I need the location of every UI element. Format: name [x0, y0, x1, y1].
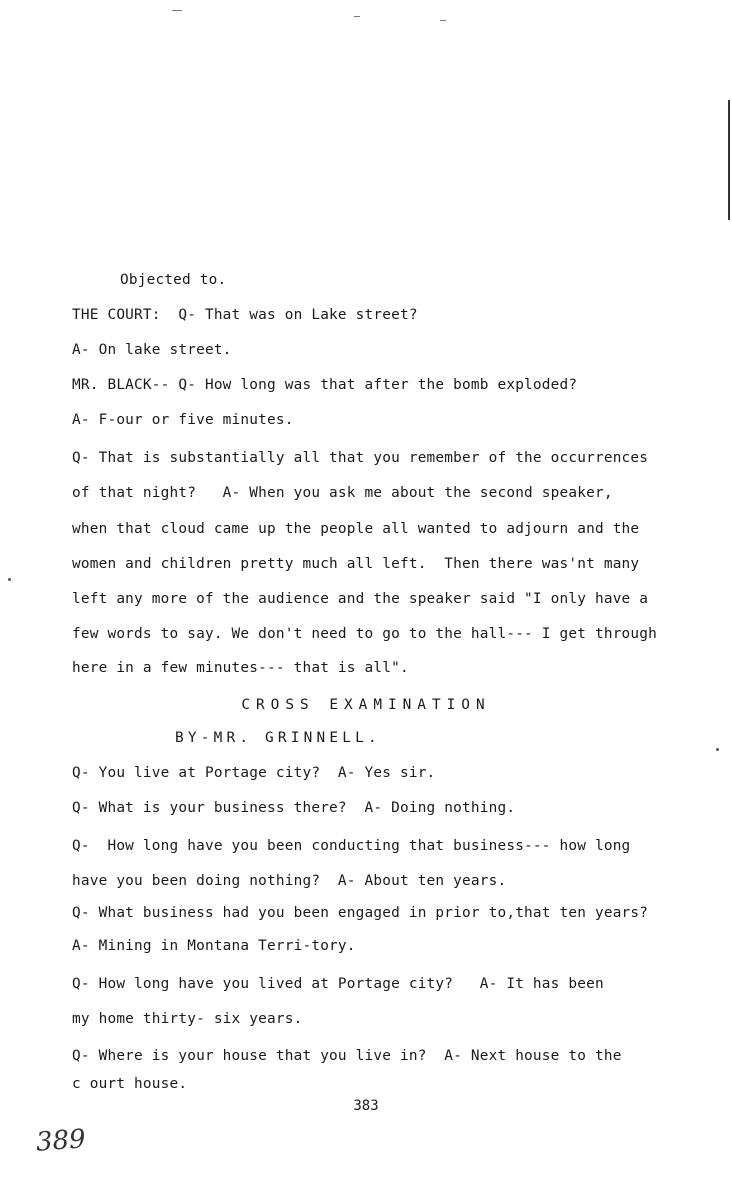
text-line: THE COURT: Q- That was on Lake street?: [72, 307, 418, 323]
stray-mark: [440, 20, 446, 21]
margin-mark: [728, 100, 730, 220]
text-line: Q- What is your business there? A- Doing nothing.: [72, 800, 516, 816]
text-line: have you been doing nothing? A- About ten years.: [72, 873, 507, 889]
text-line: left any more of the audience and the speaker said "I only have a: [72, 591, 649, 607]
handwritten-page-number: 389: [35, 1124, 87, 1158]
text-line: few words to say. We don't need to go to the hall--- I get through: [72, 626, 658, 642]
byline: BY-MR. GRINNELL.: [175, 730, 381, 746]
text-line: Q- How long have you been conducting that business--- how long: [72, 838, 631, 854]
text-line: A- On lake street.: [72, 342, 232, 358]
text-line: Q- You live at Portage city? A- Yes sir.: [72, 765, 436, 781]
text-line: Q- What business had you been engaged in prior to,that ten years?: [72, 905, 649, 921]
text-line: my home thirty- six years.: [72, 1011, 303, 1027]
text-line: of that night? A- When you ask me about the second speaker,: [72, 485, 613, 501]
text-line: c ourt house.: [72, 1076, 188, 1092]
stray-mark: [172, 10, 182, 11]
text-line: Q- How long have you lived at Portage city? A- It has been: [72, 976, 604, 992]
stray-mark: [716, 748, 719, 751]
text-line: Objected to.: [120, 272, 227, 288]
stray-mark: [354, 16, 360, 17]
text-line: here in a few minutes--- that is all".: [72, 660, 409, 676]
text-line: Q- That is substantially all that you remember of the occurrences: [72, 450, 649, 466]
stray-mark: [8, 578, 11, 581]
text-line: women and children pretty much all left. Then there was'nt many: [72, 556, 640, 572]
text-line: A- Mining in Montana Terri-tory.: [72, 938, 356, 954]
section-heading: CROSS EXAMINATION: [241, 697, 491, 713]
page-number: 383: [353, 1098, 379, 1114]
text-line: when that cloud came up the people all wanted to adjourn and the: [72, 521, 640, 537]
text-line: Q- Where is your house that you live in? A- Next house to the: [72, 1048, 622, 1064]
text-line: A- F-our or five minutes.: [72, 412, 294, 428]
text-line: MR. BLACK-- Q- How long was that after the bomb exploded?: [72, 377, 578, 393]
